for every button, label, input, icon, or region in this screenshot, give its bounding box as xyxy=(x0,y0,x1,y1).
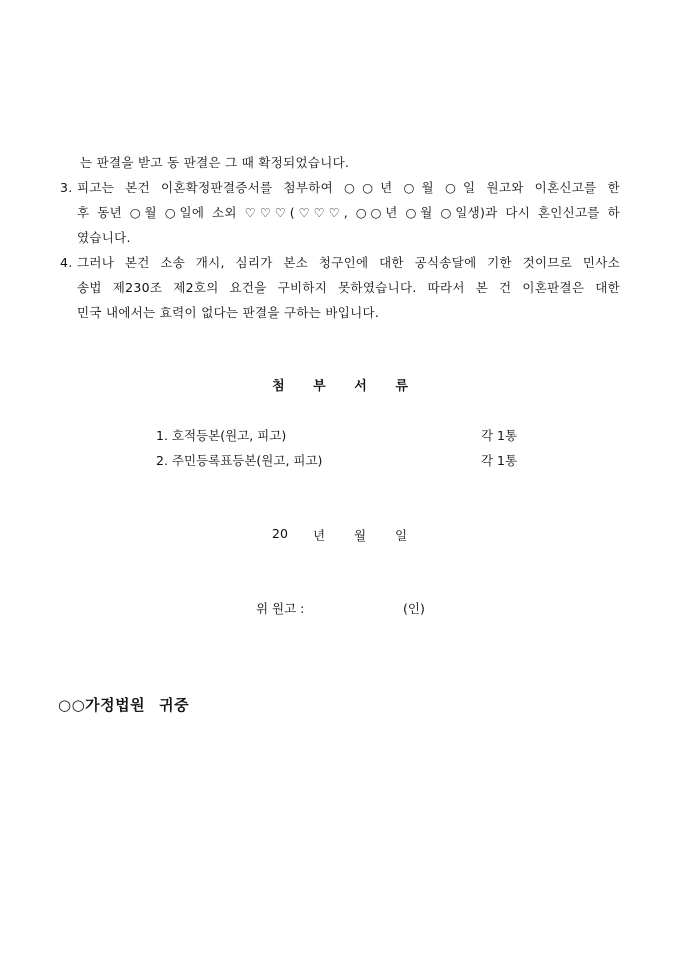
heading-char: 류 xyxy=(395,379,408,394)
date-month: 월 xyxy=(354,528,367,543)
item3-number: 3. xyxy=(60,180,73,195)
attachment-item-2-label: 2. 주민등록표등본(원고, 피고) xyxy=(156,453,323,468)
item4-number: 4. xyxy=(60,255,73,270)
date-year: 년 xyxy=(313,528,326,543)
item3-line3: 였습니다. xyxy=(77,230,131,245)
item4-line1: 그러나 본건 소송 개시, 심리가 본소 청구인에 대한 공식송달에 기한 것이므로 민사소 xyxy=(77,255,620,270)
heading-char: 부 xyxy=(313,379,326,394)
court-name: ○○가정법원 xyxy=(58,696,146,714)
attachments-heading xyxy=(0,375,680,394)
date-day: 일 xyxy=(395,528,408,543)
signature-label: 위 원고 : xyxy=(256,601,305,616)
attachment-item-1-count: 각 1통 xyxy=(481,428,518,443)
continuation-line: 는 판결을 받고 동 판결은 그 때 확정되었습니다. xyxy=(80,155,350,170)
item4-line2: 송법 제230조 제2호의 요건을 구비하지 못하였습니다. 따라서 본 건 이혼판결은 대한 xyxy=(77,280,620,295)
heading-char: 서 xyxy=(354,379,367,394)
attachment-item-1-label: 1. 호적등본(원고, 피고) xyxy=(156,428,287,443)
heading-char: 첨 xyxy=(272,379,285,394)
item3-line1: 피고는 본건 이혼확정판결증서를 첨부하여 ○○년 ○월 ○일 원고와 이혼신고를 한 xyxy=(77,180,620,195)
court-suffix: 귀중 xyxy=(159,696,190,714)
date-year-prefix: 20 xyxy=(272,526,288,541)
item3-line2: 후 동년 ○월 ○일에 소외 ♡♡♡(♡♡♡, ○○년 ○월 ○일생)과 다시 혼인신고를 하 xyxy=(77,205,620,220)
signature-seal: (인) xyxy=(403,601,425,616)
attachment-item-2-count: 각 1통 xyxy=(481,453,518,468)
item4-line3: 민국 내에서는 효력이 없다는 판결을 구하는 바입니다. xyxy=(77,305,380,320)
court-addressee xyxy=(58,694,189,715)
